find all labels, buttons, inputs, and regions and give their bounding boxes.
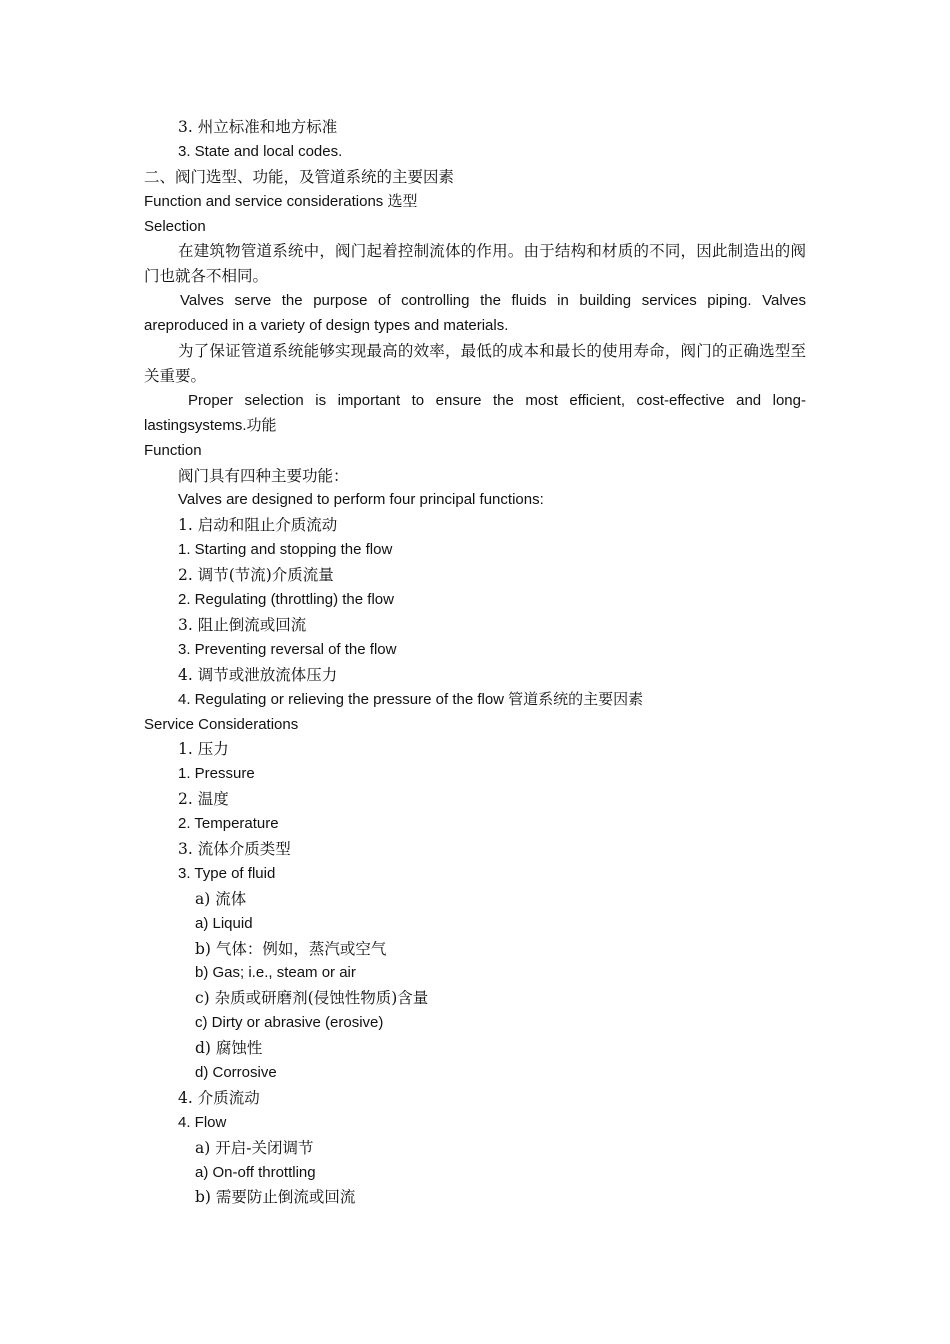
sub-list-item: d) 腐蚀性 <box>195 1039 263 1058</box>
list-item: 1. Pressure <box>178 765 255 783</box>
list-item: 4. Regulating or relieving the pressure of the flow 管道系统的主要因素 <box>178 690 644 708</box>
sub-list-item: a) Liquid <box>195 914 253 932</box>
text-line: 阀门具有四种主要功能： <box>178 466 349 485</box>
list-item: 3. State and local codes. <box>178 142 343 160</box>
paragraph: Valves serve the purpose of controlling the fluids in building services piping. Valves areproduced in a variety of design types and materials. <box>144 292 806 335</box>
sub-list-item: c) 杂质或研磨剂(侵蚀性物质)含量 <box>195 989 429 1008</box>
subsection-title: Selection <box>144 217 206 235</box>
subsection-title: Service Considerations <box>144 715 299 733</box>
sub-list-item: b) 需要防止倒流或回流 <box>195 1188 356 1207</box>
list-item: 2. 温度 <box>178 790 229 809</box>
document-body <box>144 115 806 1210</box>
subsection-title: Function <box>144 441 202 459</box>
list-item: 4. Flow <box>178 1113 227 1131</box>
list-item: 2. Regulating (throttling) the flow <box>178 591 394 609</box>
paragraph: 在建筑物管道系统中，阀门起着控制流体的作用。由于结构和材质的不同，因此制造出的阀门也就各不相同。 <box>144 242 806 286</box>
sub-list-item: b) Gas; i.e., steam or air <box>195 964 356 982</box>
section-subheading: Function and service considerations 选型 <box>144 192 418 210</box>
paragraph: 为了保证管道系统能够实现最高的效率，最低的成本和最长的使用寿命，阀门的正确选型至关重要。 <box>144 342 806 385</box>
list-item: 3. 州立标准和地方标准 <box>178 118 338 136</box>
paragraph: Proper selection is important to ensure the most efficient, cost-effective and long-lastingsystems.功能 <box>144 391 806 434</box>
list-item: 3. 阻止倒流或回流 <box>178 615 307 634</box>
list-item: 3. Preventing reversal of the flow <box>178 640 397 658</box>
list-item: 1. Starting and stopping the flow <box>178 541 393 559</box>
list-item: 3. Type of fluid <box>178 864 276 882</box>
list-item: 1. 压力 <box>178 740 229 759</box>
list-item: 1. 启动和阻止介质流动 <box>178 516 338 535</box>
list-item: 2. 调节(节流)介质流量 <box>178 566 334 585</box>
sub-list-item: b) 气体：例如，蒸汽或空气 <box>195 939 387 958</box>
sub-list-item: d) Corrosive <box>195 1063 277 1081</box>
list-item: 4. 调节或泄放流体压力 <box>178 665 338 684</box>
sub-list-item: c) Dirty or abrasive (erosive) <box>195 1014 384 1032</box>
sub-list-item: a) 开启-关闭调节 <box>195 1138 314 1157</box>
sub-list-item: a) On-off throttling <box>195 1163 316 1181</box>
text-line: Valves are designed to perform four principal functions: <box>178 491 544 509</box>
list-item: 3. 流体介质类型 <box>178 839 291 858</box>
list-item: 2. Temperature <box>178 815 279 833</box>
section-heading: 二、阀门选型、功能，及管道系统的主要因素 <box>144 167 455 186</box>
list-item: 4. 介质流动 <box>178 1088 260 1107</box>
sub-list-item: a) 流体 <box>195 889 247 908</box>
